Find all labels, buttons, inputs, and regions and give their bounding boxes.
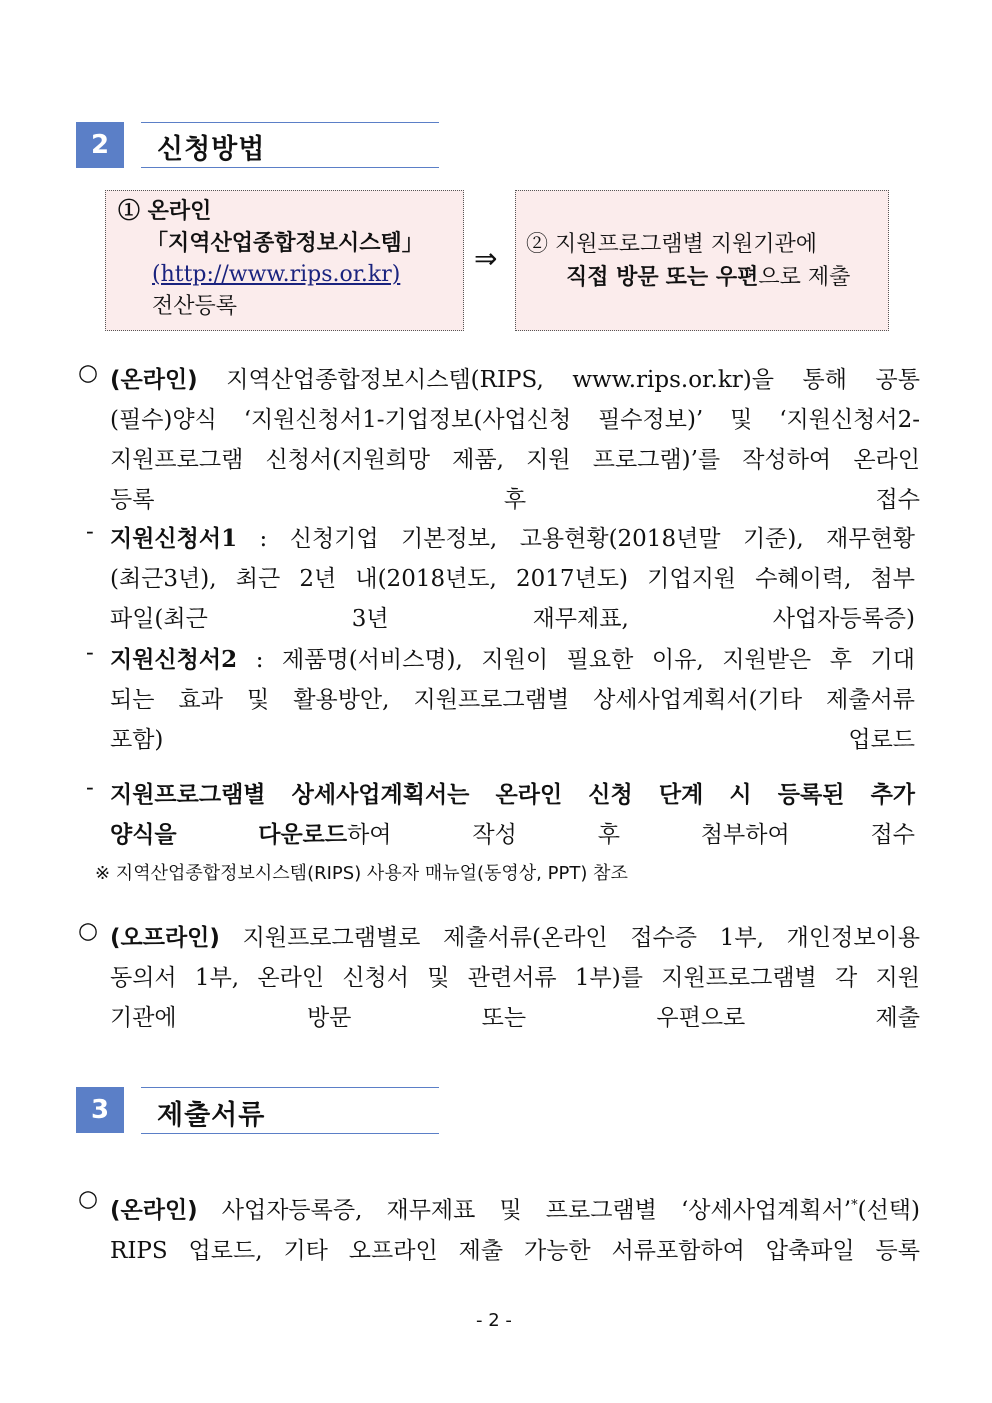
- offline-paragraph: (오프라인) 지원프로그램별로 제출서류(온라인 접수증 1부, 개인정보이용 동의서 1부, 온라인 신청서 및 관련서류 1부)를 지원프로그램별 각 지원 기관에 방문 또는 우편으로 제출: [110, 925, 920, 1031]
- bullet-dash: -: [86, 775, 94, 801]
- section-top-line: [141, 1087, 439, 1088]
- page-number: - 2 -: [476, 1310, 512, 1331]
- step-offline-box: [515, 190, 889, 331]
- section-number: 3: [76, 1087, 124, 1133]
- bullet-dash: -: [86, 640, 94, 666]
- section-number: 2: [76, 122, 124, 168]
- bullet-dash: -: [86, 519, 94, 545]
- sub-paragraph-1: 지원신청서1 : 신청기업 기본정보, 고용현황(2018년말 기준), 재무현황 (최근3년), 최근 2년 내(2018년도, 2017년도) 기업지원 수혜이력, 첨부 파일(최근 3년 재무제표, 사업자등록증): [110, 525, 915, 632]
- step-offline-line2: 직접 방문 또는 우편으로 제출: [566, 264, 851, 290]
- step-online-box: [105, 190, 464, 331]
- bullet-circle: ○: [78, 360, 99, 386]
- step-online-system: 「지역산업종합정보시스템」: [146, 230, 424, 256]
- section-top-line: [141, 122, 439, 123]
- bullet-circle: ○: [78, 918, 99, 944]
- step-online-action: 전산등록: [152, 294, 238, 319]
- sub-paragraph-2: 지원신청서2 : 제품명(서비스명), 지원이 필요한 이유, 지원받은 후 기대 되는 효과 및 활용방안, 지원프로그램별 상세사업계획서(기타 제출서류 포함) 업로드: [110, 646, 915, 753]
- manual-note: ※ 지역산업종합정보시스템(RIPS) 사용자 매뉴얼(동영상, PPT) 참조: [95, 863, 628, 884]
- sub-paragraph-3: 지원프로그램별 상세사업계획서는 온라인 신청 단계 시 등록된 추가 양식을 다운로드하여 작성 후 첨부하여 접수: [110, 781, 915, 848]
- section-bottom-line: [141, 1133, 439, 1134]
- step-online-label: ① 온라인: [118, 198, 212, 224]
- arrow-icon: ⇒: [474, 242, 498, 275]
- documents-paragraph: (온라인) 사업자등록증, 재무제표 및 프로그램별 ‘상세사업계획서’*(선택) RIPS 업로드, 기타 오프라인 제출 가능한 서류포함하여 압축파일 등록: [110, 1197, 920, 1264]
- step-online-url[interactable]: [118, 259, 463, 291]
- online-paragraph: (온라인) 지역산업종합정보시스템(RIPS, www.rips.or.kr)을 통해 공통 (필수)양식 ‘지원신청서1-기업정보(사업신청 필수정보)’ 및 ‘지원신청서2- 지원프로그램 신청서(지원희망 제품, 지원 프로그램)’를 작성하여 온라인 등록 후 접수: [110, 367, 920, 513]
- step-offline-line1: ② 지원프로그램별 지원기관에: [526, 232, 818, 257]
- section-title: 신청방법: [157, 134, 266, 165]
- bullet-circle: ○: [78, 1186, 99, 1212]
- rips-link[interactable]: (http://www.rips.or.kr): [152, 262, 401, 287]
- section-title: 제출서류: [157, 1100, 266, 1131]
- section-bottom-line: [141, 167, 439, 168]
